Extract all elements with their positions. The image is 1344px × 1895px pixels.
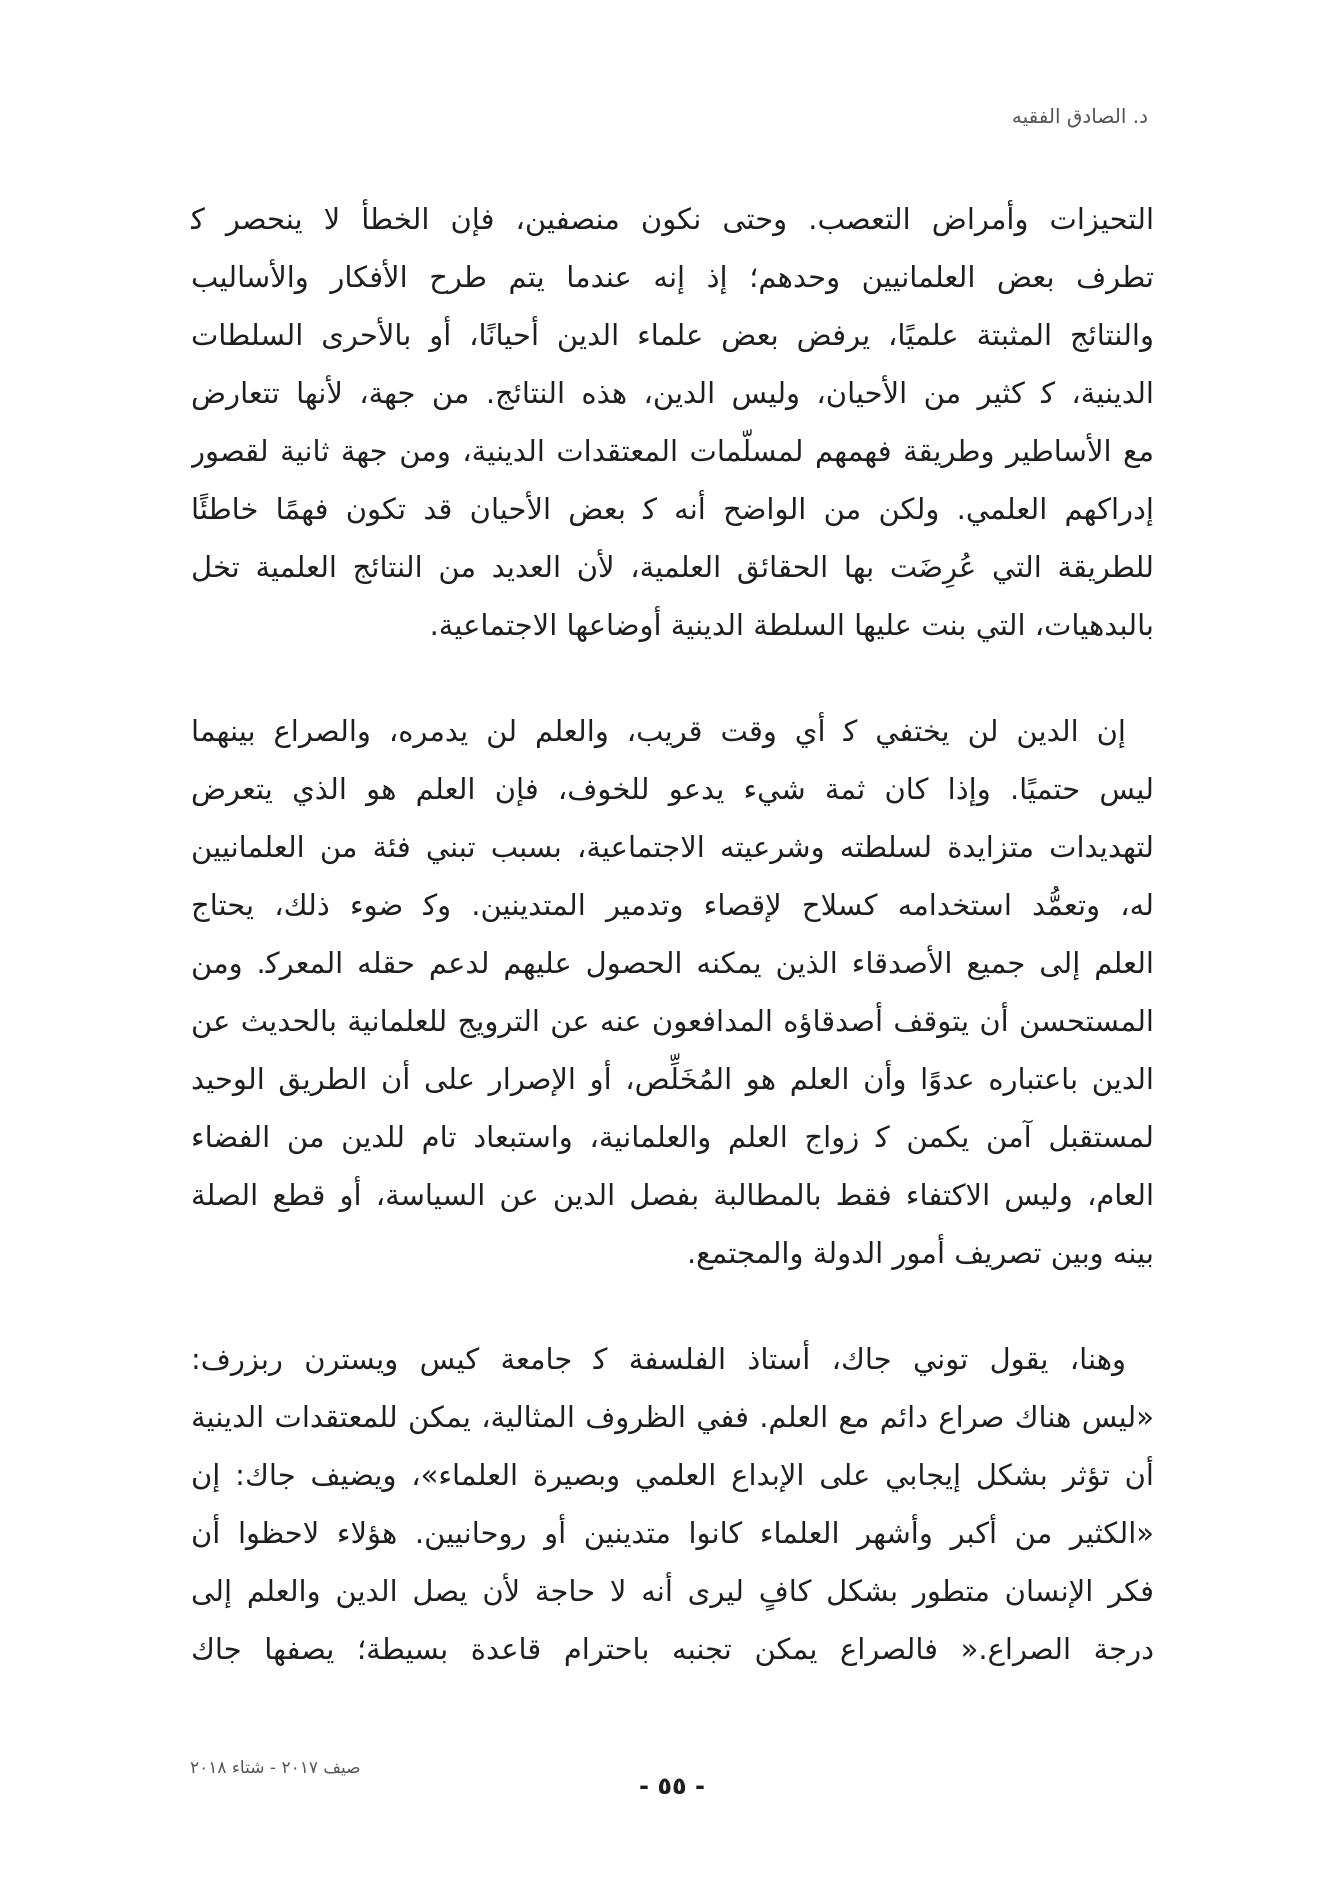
text-line: التحيزات وأمراض التعصب. وحتى نكون منصفين، فإن الخطأ لا ينحصر ﮐ	[191, 202, 1154, 236]
body-text	[191, 190, 1154, 1678]
text-line: ليس حتميًا. وإذا كان ثمة شيء يدعو للخوف، فإن العلم هو الذي يتعرض	[191, 772, 1154, 806]
text-line: العام، وليس الاكتفاء فقط بالمطالبة بفصل الدين عن السياسة، أو قطع الصلة	[191, 1178, 1154, 1212]
text-line: المستحسن أن يتوقف أصدقاؤه المدافعون عنه عن الترويج للعلمانية بالحديث عن	[191, 1004, 1154, 1038]
text-line: وهنا، يقول توني جاك، أستاذ الفلسفة ﮐ جامعة كيس ويسترن ربزرف:	[191, 1342, 1126, 1376]
journal-issue: صيف ٢٠١٧ - شتاء ٢٠١٨	[190, 1758, 361, 1778]
text-line: بالبدهيات، التي بنت عليها السلطة الدينية أوضاعها الاجتماعية.	[429, 608, 1154, 642]
text-line: «الكثير من أكبر وأشهر العلماء كانوا متدينين أو روحانيين. هؤلاء لاحظوا أن	[191, 1516, 1154, 1550]
text-line: إن الدين لن يختفي ﮐ أي وقت قريب، والعلم لن يدمره، والصراع بينهما	[191, 714, 1126, 748]
text-line: لمستقبل آمن يكمن ﮐ زواج العلم والعلمانية، واستبعاد تام للدين من الفضاء	[191, 1120, 1154, 1154]
running-head: د. الصادق الفقيه	[1011, 104, 1148, 128]
text-line: بينه وبين تصريف أمور الدولة والمجتمع.	[686, 1236, 1154, 1270]
text-line: والنتائج المثبتة علميًا، يرفض بعض علماء الدين أحيانًا، أو بالأحرى السلطات	[191, 318, 1154, 352]
paragraph-3	[191, 1330, 1154, 1678]
text-line: له، وتعمُّد استخدامه كسلاح لإقصاء وتدمير المتدينين. وﮐ ضوء ذلك، يحتاج	[191, 888, 1154, 922]
text-line: «ليس هناك صراع دائم مع العلم. ففي الظروف المثالية، يمكن للمعتقدات الدينية	[191, 1400, 1154, 1434]
text-line: درجة الصراع.« فالصراع يمكن تجنبه باحترام قاعدة بسيطة؛ يصفها جاك	[191, 1632, 1154, 1666]
page-number: - ٥٥ -	[639, 1772, 705, 1800]
paragraph-1	[191, 190, 1154, 654]
text-line: تطرف بعض العلمانيين وحدهم؛ إذ إنه عندما يتم طرح الأفكار والأساليب	[191, 260, 1154, 294]
text-line: مع الأساطير وطريقة فهمهم لمسلّمات المعتقدات الدينية، ومن جهة ثانية لقصور	[191, 434, 1154, 468]
text-line: أن تؤثر بشكل إيجابي على الإبداع العلمي وبصيرة العلماء»، ويضيف جاك: إن	[191, 1458, 1154, 1492]
paragraph-2	[191, 702, 1154, 1282]
paragraph-spacer	[191, 1282, 1154, 1330]
text-line: إدراكهم العلمي. ولكن من الواضح أنه ﮐ بعض الأحيان قد تكون فهمًا خاطئًا	[191, 492, 1154, 526]
text-line: الدين باعتباره عدوًا وأن العلم هو المُخَلِّص، أو الإصرار على أن الطريق الوحيد	[191, 1062, 1154, 1096]
text-line: العلم إلى جميع الأصدقاء الذين يمكنه الحصول عليهم لدعم حقله المعرﮐ. ومن	[191, 946, 1154, 980]
text-line: الدينية، ﮐ كثير من الأحيان، وليس الدين، هذه النتائج. من جهة، لأنها تتعارض	[191, 376, 1154, 410]
text-line: فكر الإنسان متطور بشكل كافٍ ليرى أنه لا حاجة لأن يصل الدين والعلم إلى	[191, 1574, 1154, 1608]
text-line: لتهديدات متزايدة لسلطته وشرعيته الاجتماعية، بسبب تبني فئة من العلمانيين	[191, 830, 1154, 864]
paragraph-spacer	[191, 654, 1154, 702]
text-line: للطريقة التي عُرِضَت بها الحقائق العلمية، لأن العديد من النتائج العلمية تخل	[191, 550, 1154, 584]
